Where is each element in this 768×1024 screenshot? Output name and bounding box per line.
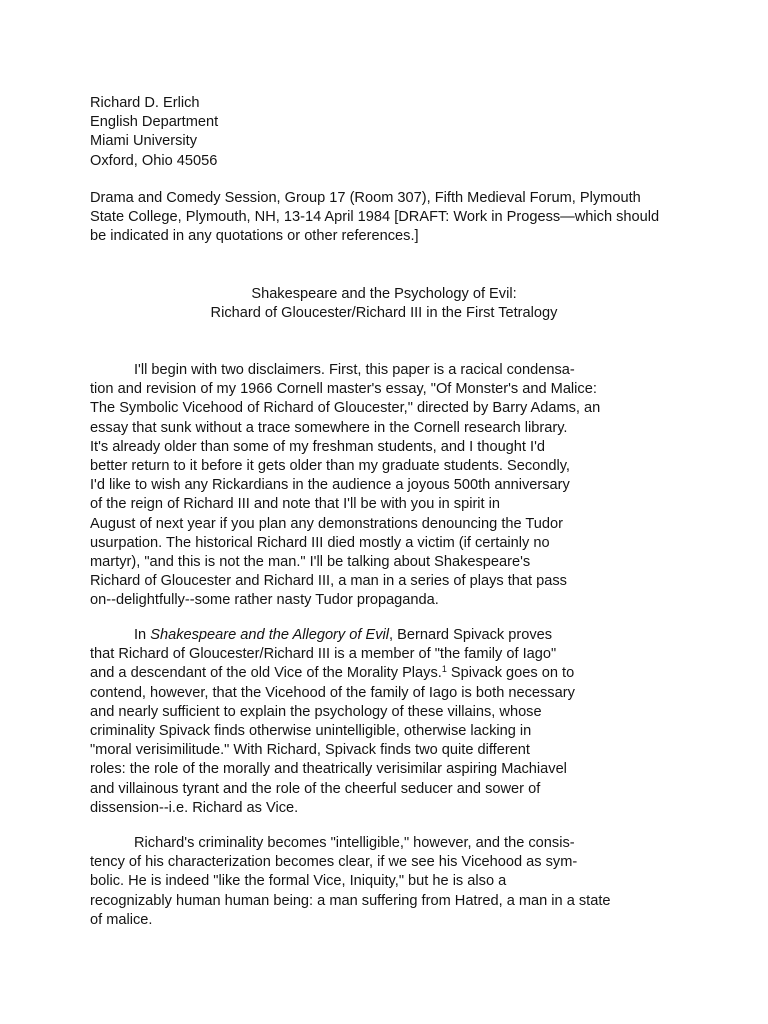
paragraph-line: martyr), "and this is not the man." I'll be talking about Shakespeare's: [90, 554, 531, 571]
paragraph-line: and nearly sufficient to explain the psychology of these villains, whose: [90, 703, 542, 720]
author-university: Miami University: [90, 133, 198, 150]
book-title: Shakespeare and the Allegory of Evil: [150, 627, 390, 643]
paragraph-line: tency of his characterization becomes clear, if we see his Vicehood as sym-: [90, 854, 578, 871]
paragraph-line: better return to it before it gets older than my graduate students. Secondly,: [90, 458, 570, 475]
paragraph-line: tion and revision of my 1966 Cornell master's essay, "Of Monster's and Malice:: [90, 381, 597, 398]
author-city: Oxford, Ohio 45056: [90, 152, 218, 169]
paragraph-line: roles: the role of the morally and theatrically verisimilar aspiring Machiavel: [90, 761, 567, 778]
paragraph-line: and villainous tyrant and the role of the cheerful seducer and sower of: [90, 780, 541, 797]
line-text: Spivack goes on to: [446, 665, 575, 682]
paragraph-line: essay that sunk without a trace somewhere in the Cornell research library.: [90, 419, 568, 436]
paragraph-line: I'd like to wish any Rickardians in the audience a joyous 500th anniversary: [90, 477, 570, 494]
session-line: be indicated in any quotations or other references.]: [90, 228, 419, 245]
paragraph-line: August of next year if you plan any demonstrations denouncing the Tudor: [90, 515, 563, 532]
paper-title: [0, 285, 768, 323]
session-info: [90, 189, 659, 247]
paragraph-line: of the reign of Richard III and note that I'll be with you in spirit in: [90, 496, 501, 513]
paragraph-3: [90, 834, 611, 930]
paragraph-line: recognizably human human being: a man suffering from Hatred, a man in a state: [90, 892, 611, 909]
title-line-1: Shakespeare and the Psychology of Evil:: [251, 286, 517, 302]
paragraph-line: contend, however, that the Vicehood of the family of Iago is both necessary: [90, 684, 575, 701]
paragraph-line: It's already older than some of my freshman students, and I thought I'd: [90, 438, 545, 455]
paragraph-line: dissension--i.e. Richard as Vice.: [90, 799, 299, 816]
paragraph-line: Richard's criminality becomes "intelligible," however, and the consis-: [134, 835, 575, 851]
paragraph-2: [90, 626, 575, 818]
paragraph-line: usurpation. The historical Richard III died mostly a victim (if certainly no: [90, 534, 550, 551]
footnote-marker: 1: [441, 664, 447, 675]
title-line-2: Richard of Gloucester/Richard III in the First Tetralogy: [210, 305, 558, 322]
paragraph-line: "moral verisimilitude." With Richard, Spivack finds two quite different: [90, 742, 530, 759]
author-department: English Department: [90, 114, 219, 131]
paragraph-line: Richard of Gloucester and Richard III, a man in a series of plays that pass: [90, 573, 567, 590]
paragraph-line: [90, 664, 575, 683]
paragraph-1: [90, 361, 600, 611]
paragraph-line: criminality Spivack finds otherwise unintelligible, otherwise lacking in: [90, 723, 532, 740]
lead-in-text: In: [134, 627, 151, 643]
paragraph-line: bolic. He is indeed "like the formal Vice, Iniquity," but he is also a: [90, 873, 507, 890]
line-text: and a descendant of the old Vice of the Morality Plays.: [90, 665, 442, 682]
paragraph-line: of malice.: [90, 911, 153, 928]
paragraph-line: on--delightfully--some rather nasty Tudor propaganda.: [90, 592, 439, 609]
paragraph-line: [90, 626, 575, 645]
author-address-block: [90, 94, 218, 171]
author-name: Richard D. Erlich: [90, 95, 200, 111]
session-line: Drama and Comedy Session, Group 17 (Room 307), Fifth Medieval Forum, Plymouth: [90, 190, 641, 206]
paragraph-line: I'll begin with two disclaimers. First, this paper is a racical condensa-: [134, 362, 575, 378]
session-line: State College, Plymouth, NH, 13-14 April 1984 [DRAFT: Work in Progess—which should: [90, 209, 660, 226]
line-rest-text: , Bernard Spivack proves: [389, 627, 553, 643]
paragraph-line: The Symbolic Vicehood of Richard of Gloucester," directed by Barry Adams, an: [90, 400, 601, 417]
paragraph-line: that Richard of Gloucester/Richard III is a member of "the family of Iago": [90, 646, 557, 663]
